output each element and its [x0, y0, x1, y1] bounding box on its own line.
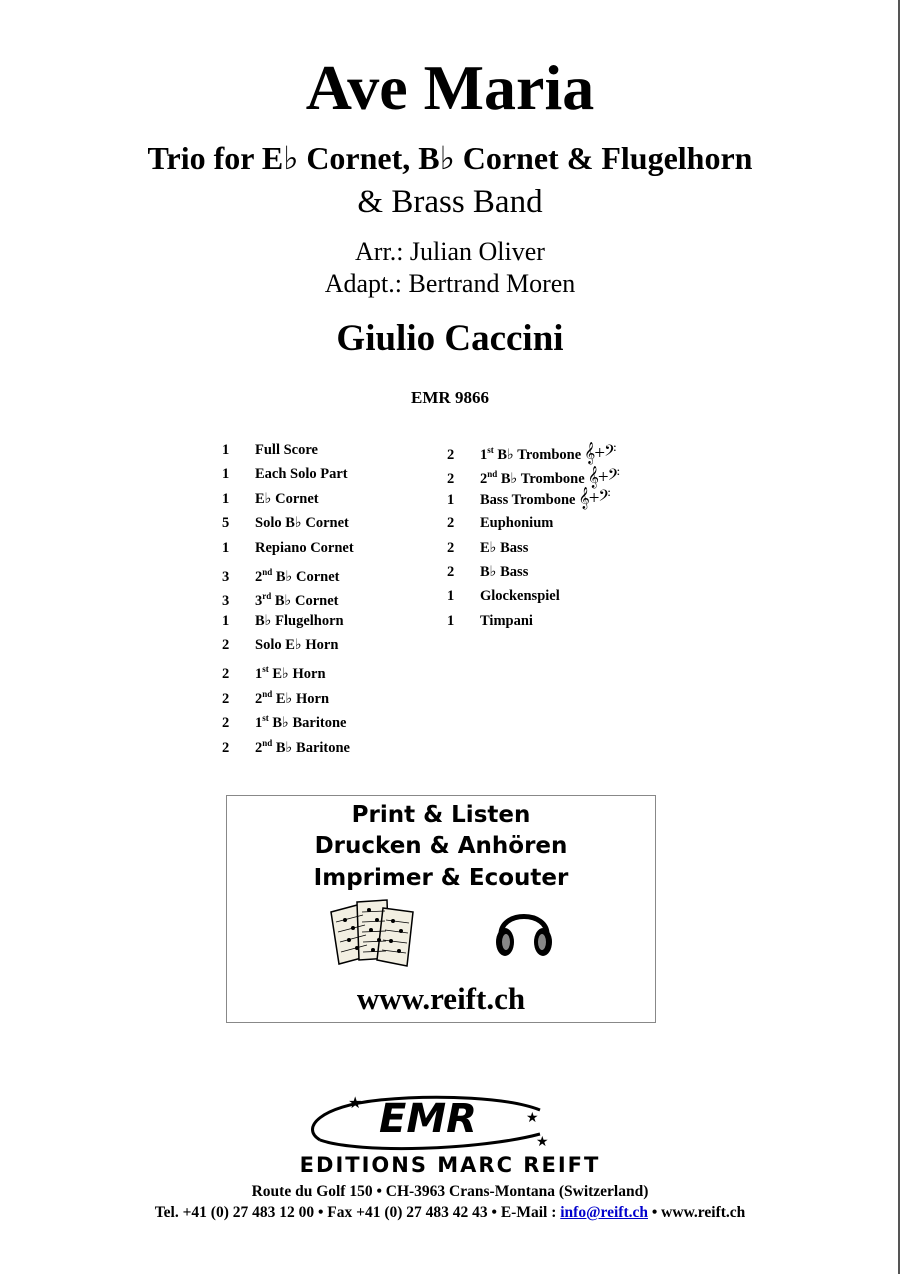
part-label: E♭ Bass: [480, 539, 529, 556]
part-name: [255, 442, 318, 458]
part-name: [480, 471, 585, 487]
part-quantity: 2: [222, 666, 230, 683]
part-item: [447, 464, 619, 488]
part-name: [255, 515, 349, 531]
page-title: Ave Maria: [305, 52, 595, 123]
part-quantity: 1: [222, 466, 230, 483]
part-label: B♭ Flugelhorn: [255, 612, 344, 629]
part-label: E♭ Horn: [268, 666, 326, 683]
part-name: [480, 613, 533, 629]
star-icon: ★: [348, 1095, 363, 1112]
part-label: B♭ Baritone: [272, 739, 350, 756]
promo-line-fr: Imprimer & Ecouter: [313, 865, 569, 891]
logo-text: EMR: [379, 1096, 477, 1142]
part-item: [447, 513, 619, 537]
parts-list-right: [447, 440, 619, 635]
part-name: [255, 737, 350, 756]
print-listen-box: [226, 795, 656, 1023]
part-item: [222, 660, 354, 684]
part-label: Repiano Cornet: [255, 539, 354, 556]
part-item: [222, 733, 354, 757]
part-quantity: 1: [222, 539, 230, 556]
part-name: [255, 666, 326, 682]
arranger: Arr.: Julian Oliver: [355, 237, 545, 266]
part-ordinal-suffix: rd: [262, 591, 272, 602]
part-quantity: 2: [222, 739, 230, 756]
sheet-music-icon: [327, 898, 423, 968]
part-item: [222, 586, 354, 610]
part-item: [447, 586, 619, 610]
composer: Giulio Caccini: [336, 318, 564, 359]
part-label: B♭ Trombone: [497, 471, 585, 488]
part-item: [222, 440, 354, 464]
part-label: Solo E♭ Horn: [255, 637, 339, 654]
part-item: [447, 489, 619, 513]
part-name: [255, 715, 346, 731]
part-label: E♭ Cornet: [255, 490, 319, 507]
part-name: [255, 613, 344, 629]
part-item: [222, 538, 354, 562]
adapter: Adapt.: Bertrand Moren: [324, 269, 576, 298]
part-ordinal-suffix: nd: [262, 688, 273, 699]
part-label: E♭ Horn: [272, 690, 330, 707]
part-name: [480, 588, 560, 604]
part-ordinal: 3: [255, 593, 263, 610]
publisher-name: EDITIONS MARC REIFT: [299, 1153, 601, 1177]
part-name: [480, 515, 553, 531]
part-item: [222, 464, 354, 488]
subtitle-part1: Trio for E: [147, 140, 284, 176]
part-item: [447, 440, 619, 464]
part-label: Full Score: [255, 442, 318, 458]
part-ordinal-suffix: nd: [262, 737, 273, 748]
publisher-contact: [0, 1203, 900, 1223]
part-quantity: 5: [222, 515, 230, 532]
part-ordinal-suffix: st: [262, 713, 269, 724]
part-quantity: 2: [447, 515, 455, 532]
part-name: [255, 466, 348, 482]
part-quantity: 2: [447, 446, 455, 463]
part-quantity: 2: [447, 563, 455, 580]
parts-list-left: [222, 440, 354, 757]
clef-icon: 𝄞+𝄢: [578, 487, 610, 509]
part-quantity: 1: [222, 612, 230, 629]
part-label: B♭ Baritone: [268, 715, 347, 732]
part-quantity: 1: [222, 442, 230, 458]
part-name: [480, 540, 528, 556]
publisher-address: Route du Golf 150 • CH-3963 Crans-Montana (Switzerland): [251, 1183, 649, 1200]
part-name: [255, 593, 339, 609]
part-item: [222, 635, 354, 659]
promo-line-de: Drucken & Anhören: [314, 833, 568, 859]
flat-sign: ♭: [439, 140, 455, 176]
part-ordinal: 1: [255, 715, 263, 732]
part-item: [222, 562, 354, 586]
part-item: [222, 611, 354, 635]
clef-icon: 𝄞+𝄢: [584, 442, 616, 464]
part-quantity: 3: [222, 568, 230, 585]
email-link[interactable]: info@reift.ch: [560, 1204, 648, 1221]
part-ordinal-suffix: st: [262, 664, 269, 675]
part-ordinal-suffix: st: [487, 445, 494, 455]
part-quantity: 1: [447, 491, 455, 508]
part-label: Euphonium: [480, 515, 554, 532]
part-item: [447, 562, 619, 586]
emr-logo: [300, 1088, 560, 1152]
part-quantity: 2: [447, 539, 455, 556]
part-quantity: 1: [222, 490, 230, 507]
part-item: [222, 513, 354, 537]
part-label: B♭ Cornet: [271, 593, 339, 610]
part-label: Each Solo Part: [255, 466, 348, 483]
part-quantity: 2: [447, 471, 455, 488]
part-label: Glockenspiel: [480, 588, 560, 605]
star-icon: ★: [526, 1111, 539, 1126]
part-ordinal-suffix: nd: [487, 469, 498, 480]
part-quantity: 2: [222, 715, 230, 732]
part-ordinal: 2: [255, 739, 263, 756]
flat-sign: ♭: [283, 140, 299, 176]
part-label: B♭ Cornet: [272, 568, 340, 585]
part-label: Bass Trombone: [480, 491, 576, 508]
part-name: [255, 566, 340, 585]
part-item: [447, 538, 619, 562]
part-quantity: 1: [447, 588, 455, 605]
part-ordinal: 2: [480, 471, 488, 488]
subtitle-brass-band: & Brass Band: [357, 184, 543, 220]
part-ordinal: 2: [255, 568, 263, 585]
contact-phone-fax: Tel. +41 (0) 27 483 12 00 • Fax +41 (0) 27 483 42 43 • E-Mail :: [154, 1204, 561, 1221]
part-name: [480, 492, 575, 508]
part-item: [222, 489, 354, 513]
part-name: [255, 540, 354, 556]
part-name: [255, 491, 319, 507]
part-quantity: 3: [222, 593, 230, 610]
promo-website[interactable]: www.reift.ch: [356, 981, 526, 1016]
subtitle-part2: Cornet, B: [298, 140, 440, 176]
part-ordinal: 2: [255, 690, 263, 707]
part-label: Timpani: [480, 612, 533, 629]
part-label: Solo B♭ Cornet: [255, 515, 349, 532]
subtitle-part3: Cornet & Flugelhorn: [454, 140, 753, 176]
part-name: [480, 564, 528, 580]
contact-website[interactable]: • www.reift.ch: [648, 1204, 746, 1221]
part-name: [255, 688, 330, 707]
part-quantity: 2: [222, 637, 230, 654]
part-quantity: 1: [447, 612, 455, 629]
part-item: [222, 708, 354, 732]
clef-icon: 𝄞+𝄢: [587, 467, 619, 489]
star-icon: ★: [536, 1135, 549, 1150]
part-ordinal-suffix: nd: [262, 566, 273, 577]
part-item: [447, 611, 619, 635]
part-ordinal: 1: [255, 666, 263, 683]
part-name: [255, 637, 338, 653]
part-label: B♭ Trombone: [493, 446, 582, 463]
part-ordinal: 1: [480, 446, 488, 463]
headphones-icon: [489, 894, 559, 964]
subtitle: [0, 139, 900, 177]
promo-line-en: Print & Listen: [351, 802, 531, 828]
part-label: B♭ Bass: [480, 563, 529, 580]
part-quantity: 2: [222, 690, 230, 707]
catalog-number: EMR 9866: [411, 388, 489, 407]
part-name: [480, 447, 581, 463]
part-item: [222, 684, 354, 708]
